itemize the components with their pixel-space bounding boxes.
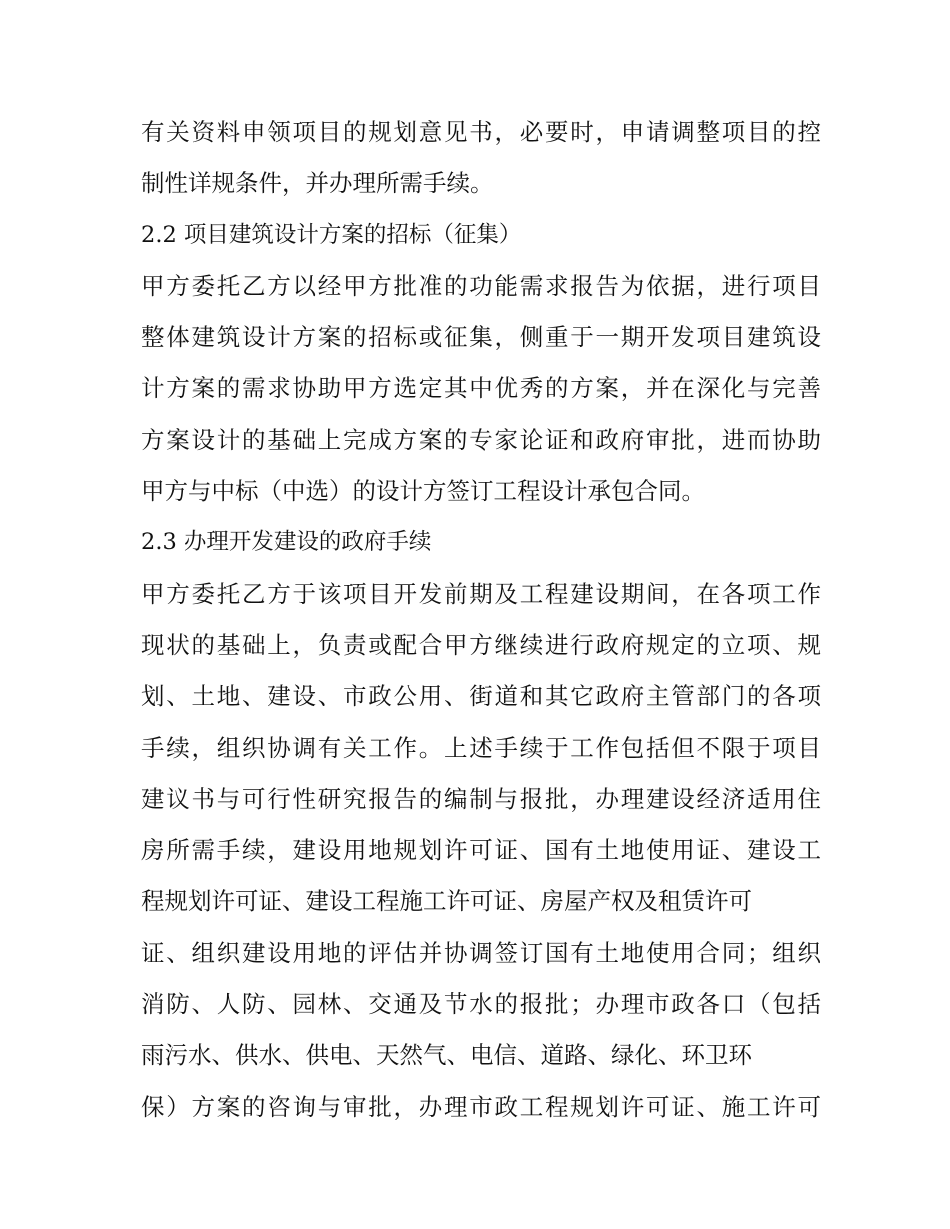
body-line-6: 计方案的需求协助甲方选定其中优秀的方案，并在深化与完善 bbox=[141, 374, 821, 403]
body-line-15: 房所需手续，建设用地规划许可证、国有土地使用证、建设工 bbox=[141, 836, 821, 865]
body-line-11: 现状的基础上，负责或配合甲方继续进行政府规定的立项、规 bbox=[141, 630, 821, 659]
section-heading-2-2: 2.2 项目建筑设计方案的招标（征集） bbox=[141, 221, 522, 248]
document-body bbox=[141, 107, 821, 1133]
body-line-8: 甲方与中标（中选）的设计方签订工程设计承包合同。 bbox=[141, 477, 705, 506]
body-line-17: 证、组织建设用地的评估并协调签订国有土地使用合同；组织 bbox=[141, 938, 821, 967]
body-line-5: 整体建筑设计方案的招标或征集，侧重于一期开发项目建筑设 bbox=[141, 323, 821, 352]
body-line-10: 甲方委托乙方于该项目开发前期及工程建设期间，在各项工作 bbox=[141, 579, 821, 608]
body-line-2: 制性详规条件，并办理所需手续。 bbox=[141, 169, 494, 198]
body-line-18: 消防、人防、园林、交通及节水的报批；办理市政各口（包括 bbox=[141, 990, 821, 1019]
body-line-19: 雨污水、供水、供电、天然气、电信、道路、绿化、环卫环 bbox=[141, 1041, 752, 1070]
body-line-4: 甲方委托乙方以经甲方批准的功能需求报告为依据，进行项目 bbox=[141, 271, 821, 300]
body-line-16: 程规划许可证、建设工程施工许可证、房屋产权及租赁许可 bbox=[141, 887, 752, 916]
body-line-13: 手续，组织协调有关工作。上述手续于工作包括但不限于项目 bbox=[141, 733, 821, 762]
body-line-20: 保）方案的咨询与审批，办理市政工程规划许可证、施工许可 bbox=[141, 1092, 821, 1121]
body-line-12: 划、土地、建设、市政公用、街道和其它政府主管部门的各项 bbox=[141, 682, 821, 711]
section-heading-2-3: 2.3 办理开发建设的政府手续 bbox=[141, 529, 432, 556]
body-line-14: 建议书与可行性研究报告的编制与报批，办理建设经济适用住 bbox=[141, 784, 821, 813]
body-line-7: 方案设计的基础上完成方案的专家论证和政府审批，进而协助 bbox=[141, 425, 821, 454]
body-line-1: 有关资料申领项目的规划意见书，必要时，申请调整项目的控 bbox=[141, 118, 821, 146]
